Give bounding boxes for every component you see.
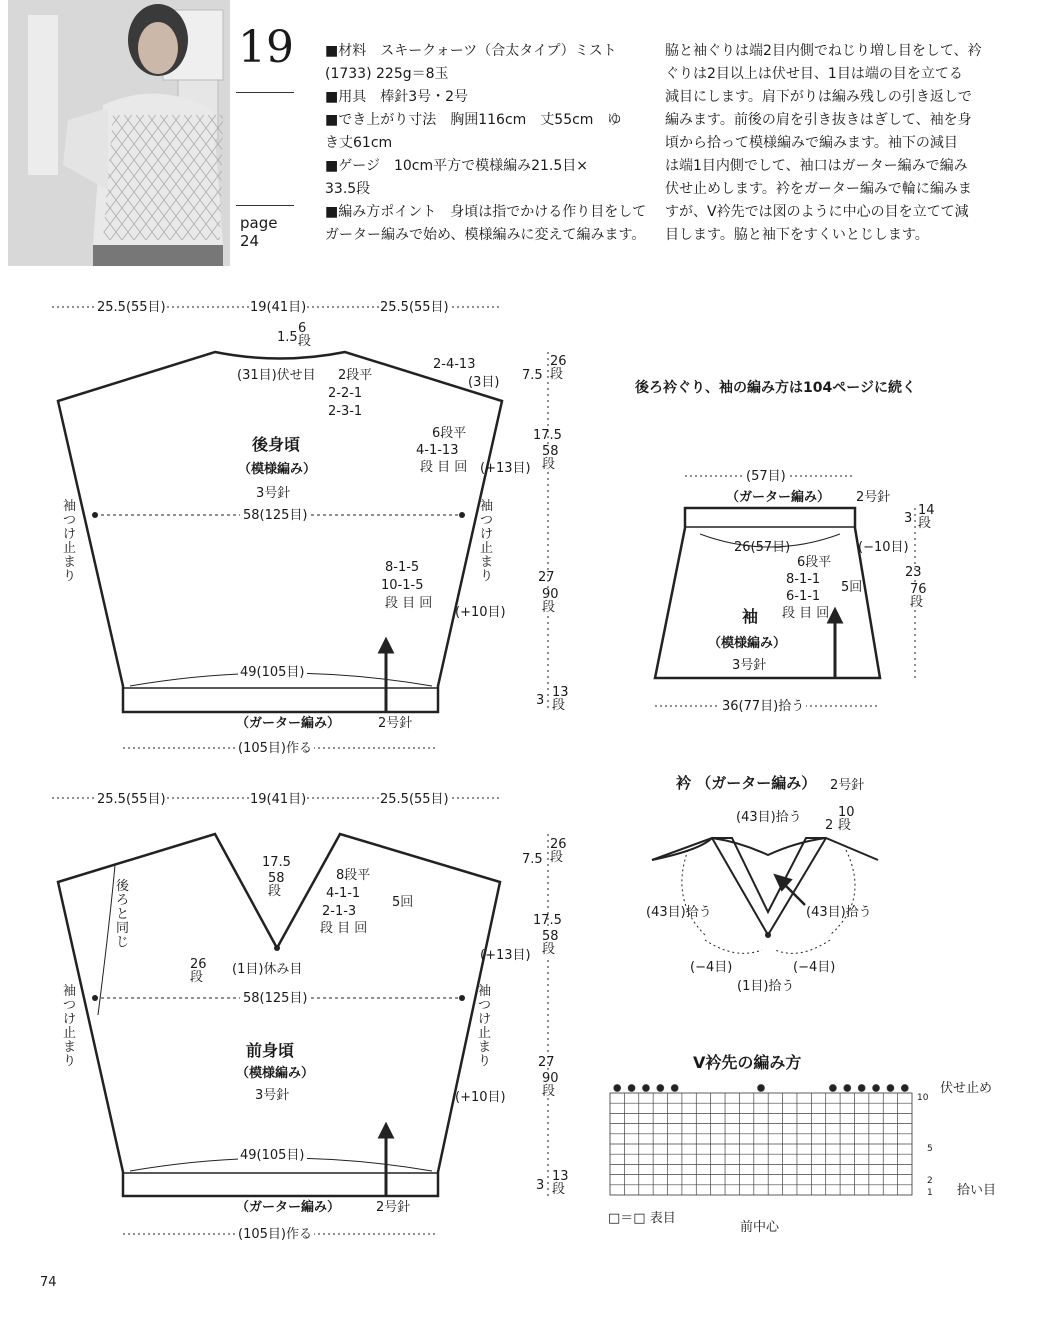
sleeve-len-rows: 76段: [910, 582, 927, 610]
front-right-mid-rows: 58段: [542, 929, 559, 957]
instruction-line: 脇と袖ぐりは端2目内側でねじり増し目をして、衿: [665, 43, 982, 59]
front-hem: 49(105目): [240, 1148, 305, 1163]
back-armhole-left: 袖つけ止まり: [63, 499, 77, 584]
instruction-line: 編みます。前後の肩を引き抜きはぎして、袖を身: [665, 112, 972, 128]
vneck-row2: 2: [927, 1176, 933, 1186]
back-hem: 49(105目): [240, 665, 305, 680]
size-line: ■でき上がり寸法 胸囲116cm 丈55cm ゆ: [325, 112, 622, 128]
front-width: 58(125目): [240, 991, 311, 1006]
front-neck-rows: 58段: [268, 871, 285, 899]
instruction-line: は端1目内側でして、袖口はガーター編みで編み: [665, 158, 968, 174]
back-right-top-rows: 26段: [550, 354, 567, 382]
collar-left-dec: (−4目): [690, 960, 733, 975]
front-right-bottom: 3: [536, 1178, 545, 1193]
sleeve-garter: （ガーター編み）: [726, 490, 831, 505]
front-right-low: 27: [538, 1055, 555, 1070]
front-right-mid: 17.5: [533, 913, 562, 928]
back-top-center: 19(41目): [250, 300, 307, 315]
instruction-line: 減目にします。肩下がりは編み残しの引き返しで: [665, 89, 972, 105]
front-neck-dec3: 2-1-3: [322, 904, 357, 919]
back-neck-depth: 1.5: [277, 330, 298, 345]
front-cast-on: (105目)作る: [238, 1227, 312, 1242]
sleeve-pickup: 36(77目)拾う: [722, 699, 805, 714]
gauge-line: 33.5段: [325, 181, 371, 197]
sleeve-note: 後ろ衿ぐり、袖の編み方は104ページに続く: [635, 380, 916, 396]
vneck-row5: 5: [927, 1144, 933, 1154]
sleeve-dec3: 6-1-1: [786, 589, 821, 604]
sleeve-garter-needle: 2号針: [856, 490, 891, 505]
collar-left-pick: (43目)拾う: [646, 905, 712, 920]
back-garter: （ガーター編み）: [236, 716, 341, 731]
collar-right-dec: (−4目): [793, 960, 836, 975]
front-right-bottom-rows: 13段: [552, 1169, 569, 1197]
back-right-low-rows: 90段: [542, 587, 559, 615]
back-neck-dec2: 2-2-1: [328, 386, 363, 401]
front-right-low-rows: 90段: [542, 1071, 559, 1099]
tools-line: ■用具 棒針3号・2号: [325, 89, 469, 105]
point-line: ■編み方ポイント 身頃は指でかける作り目をして: [325, 204, 647, 220]
back-garter-needle: 2号針: [378, 716, 413, 731]
back-arm1: 6段平: [432, 426, 467, 441]
front-right-top: 7.5: [522, 852, 543, 867]
gauge-line: ■ゲージ 10cm平方で模様編み21.5目×: [325, 158, 588, 174]
instruction-line: すが、V衿先では図のように中心の目を立てて減: [665, 204, 969, 220]
front-top-center: 19(41目): [250, 792, 307, 807]
back-body-title: 後身頃: [252, 435, 301, 454]
collar-height: 2: [825, 818, 834, 833]
back-arm2: 4-1-13: [416, 443, 459, 458]
size-line: き丈61cm: [325, 135, 393, 151]
front-arm-inc: (+13目): [480, 948, 531, 963]
instruction-line: 目します。脇と袖下をすくいとじします。: [665, 227, 929, 243]
back-neck-dec1: 2段平: [338, 368, 373, 383]
back-right-low: 27: [538, 570, 555, 585]
back-body-outline: [58, 352, 502, 712]
front-neck-dec2: 4-1-1: [326, 886, 361, 901]
back-right-mid-rows: 58段: [542, 444, 559, 472]
back-side1: 8-1-5: [385, 560, 420, 575]
front-same-back: 後ろと同じ: [116, 879, 130, 950]
sleeve-dec-times: 5回: [841, 580, 863, 595]
sleeve-title: 袖: [742, 607, 759, 626]
collar-title: [676, 776, 816, 791]
front-neck-times: 5回: [392, 895, 414, 910]
front-side-inc: (+10目): [455, 1090, 506, 1105]
back-neck-rows: 6段: [298, 321, 312, 349]
back-side2: 10-1-5: [381, 578, 424, 593]
instruction-line: ぐりは2目以上は伏せ目、1目は端の目を立てる: [665, 66, 963, 82]
back-side-inc: (+10目): [455, 605, 506, 620]
front-neck-dec4: 段 目 回: [320, 921, 368, 936]
back-top-right: 25.5(55目): [380, 300, 449, 315]
back-arm-inc: (+13目): [480, 461, 531, 476]
back-right-mid: 17.5: [533, 428, 562, 443]
front-body-title: 前身頃: [246, 1041, 295, 1060]
instruction-line: 頃から拾って模様編みで編みます。袖下の減目: [665, 135, 958, 151]
back-width: 58(125目): [240, 508, 311, 523]
collar-right-pick: (43目)拾う: [806, 905, 872, 920]
back-arm3: 段 目 回: [420, 460, 468, 475]
front-right-top-rows: 26段: [550, 837, 567, 865]
front-garter-needle: 2号針: [376, 1200, 411, 1215]
back-armhole-right: 袖つけ止まり: [480, 499, 494, 584]
back-right-bottom-rows: 13段: [552, 685, 569, 713]
sleeve-dec4: 段 目 回: [782, 606, 830, 621]
sleeve-len: 23: [905, 565, 922, 580]
front-neck-center: (1目)休み目: [232, 962, 303, 977]
vneck-chart-title: V衿先の編み方: [693, 1053, 802, 1072]
front-neck-depth: 17.5: [262, 855, 291, 870]
front-armhole-left: 袖つけ止まり: [63, 984, 77, 1069]
collar-name: 衿: [676, 774, 692, 792]
materials-line: (1733) 225g＝8玉: [325, 66, 449, 82]
back-top-left: 25.5(55目): [97, 300, 166, 315]
collar-height-rows: 10段: [838, 805, 855, 833]
vneck-pickup: 拾い目: [957, 1183, 997, 1198]
sleeve-width: 26(57目): [734, 540, 791, 555]
sleeve-dec1: 6段平: [797, 555, 832, 570]
back-neck-dec3: 2-3-1: [328, 404, 363, 419]
front-needle: 3号針: [255, 1088, 290, 1103]
sleeve-stitch: （模様編み）: [708, 636, 787, 651]
vneck-legend: □＝□ 表目: [608, 1211, 676, 1226]
back-neck-bind: (31目)伏せ目: [237, 368, 316, 383]
sleeve-top: (57目): [746, 469, 786, 484]
sleeve-dec: (−10目): [858, 540, 909, 555]
collar-back-pick: (43目)拾う: [736, 810, 802, 825]
front-armhole-right: 袖つけ止まり: [478, 984, 492, 1069]
pattern-number: 19: [238, 22, 294, 73]
vneck-bindoff: 伏せ止め: [940, 1081, 993, 1096]
sleeve-cuff-rows: 14段: [918, 503, 935, 531]
back-right-bottom: 3: [536, 693, 545, 708]
collar-center-pick: (1目)拾う: [737, 979, 795, 994]
page-label: page: [240, 214, 278, 232]
back-shoulder: 2-4-13: [433, 357, 476, 372]
sleeve-dec2: 8-1-1: [786, 572, 821, 587]
collar-needle: 2号針: [830, 778, 865, 793]
back-right-top: 7.5: [522, 368, 543, 383]
sleeve-cuff: 3: [904, 511, 913, 526]
instruction-line: 伏せ止めします。衿をガーター編みで輪に編みま: [665, 181, 972, 197]
back-stitch: （模様編み）: [238, 462, 317, 477]
back-needle: 3号針: [256, 486, 291, 501]
back-side3: 段 目 回: [385, 596, 433, 611]
collar-garter: （ガーター編み）: [696, 774, 817, 792]
page-ref: 24: [240, 232, 260, 250]
page-number: 74: [40, 1275, 57, 1290]
front-top-right: 25.5(55目): [380, 792, 449, 807]
front-stitch: （模様編み）: [236, 1066, 315, 1081]
front-side-rows: 26段: [190, 957, 207, 985]
vneck-row10: 10: [917, 1093, 929, 1103]
vneck-row1: 1: [927, 1188, 933, 1198]
back-cast-on: (105目)作る: [238, 741, 312, 756]
front-top-left: 25.5(55目): [97, 792, 166, 807]
materials-line: ■材料 スキークォーツ（合太タイプ）ミスト: [325, 43, 617, 59]
front-neck-dec1: 8段平: [336, 868, 371, 883]
point-line: ガーター編みで始め、模様編みに変えて編みます。: [325, 227, 646, 243]
back-shoulder-sts: (3目): [468, 375, 500, 390]
front-garter: （ガーター編み）: [236, 1200, 341, 1215]
vneck-center: 前中心: [740, 1220, 780, 1235]
sleeve-needle: 3号針: [732, 658, 767, 673]
